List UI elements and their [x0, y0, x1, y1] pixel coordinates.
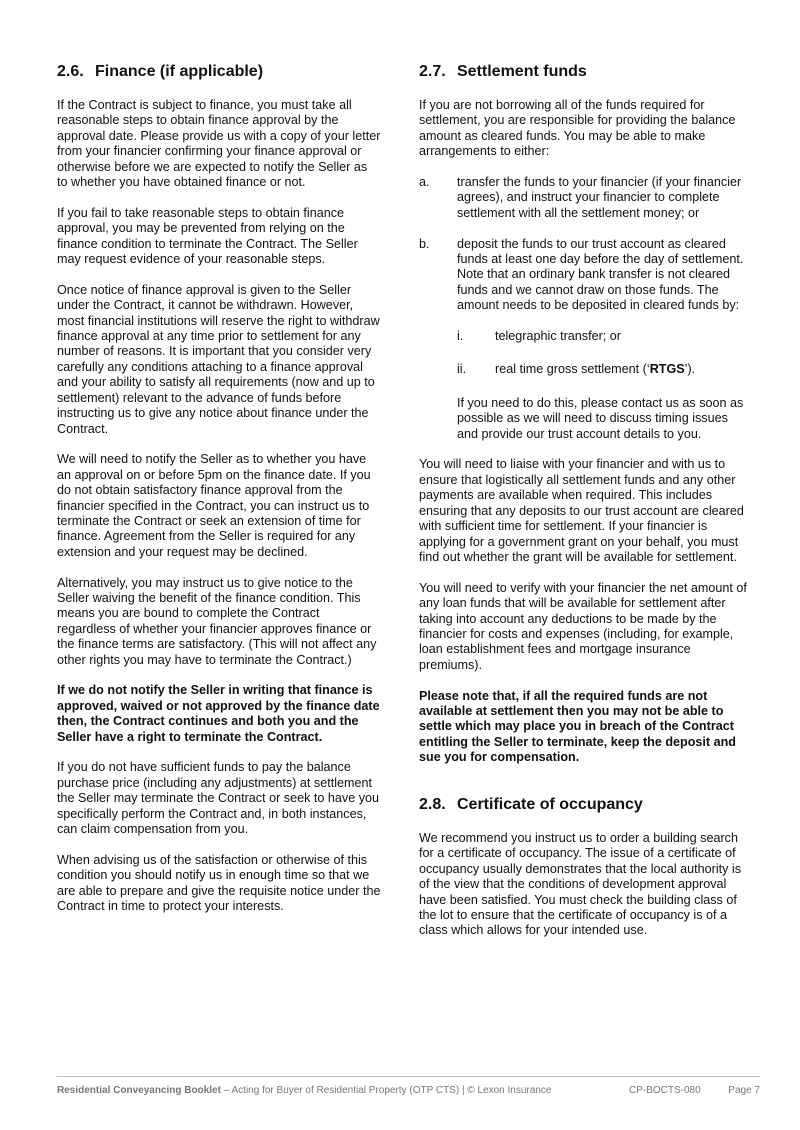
section-number: 2.7.	[419, 63, 446, 80]
list-item	[419, 237, 747, 314]
paragraph: Alternatively, you may instruct us to give notice to the Seller waiving the benefit of the finance condition. This means you are bound to complete the Contract regardless of whether your financier approves finance or the finance terms are satisfactory. (This will not affect any other rights you may have to terminate the Contract.)	[57, 575, 377, 667]
paragraph: You will need to liaise with your financier and with us to ensure that logistically all settlement funds and any other payments are available when required. This includes ensuring that any deposits to our trust account are cleared with sufficient time for settlement. If your financier is applying for a government grant on your behalf, you must find out whether the grant will be available for settlement.	[419, 457, 744, 564]
sub-list-text-post: ’).	[684, 362, 696, 377]
paragraph: Once notice of finance approval is given to the Seller under the Contract, it cannot be withdrawn. However, most financial institutions will reserve the right to withdraw finance approval at any time prior to settlement for any number of reasons. It is important that you consider very carefully any conditions attaching to a finance approval and your ability to satisfy all requirements (now and up to settlement) relevant to the advance of funds before instructing us to give any notice about finance under the Contract.	[57, 282, 380, 436]
section-heading-certificate-of-occupancy	[419, 795, 747, 815]
section-number: 2.8.	[419, 795, 446, 813]
list-text: transfer the funds to your financier (if your financier agrees), and instruct your financier to complete settlement with all the settlement money; or	[457, 175, 742, 220]
indented-paragraph: If you need to do this, please contact us as soon as possible as we will need to discuss timing issues and provide our trust account details to you.	[457, 395, 744, 441]
paragraph: We recommend you instruct us to order a building search for a certificate of occupancy. The issue of a certificate of occupancy usually demonstrates that the local authority is of the view that the conditions of development approval have been satisfied. You must check the building class of the lot to ensure that the certificate of occupancy is of a class which allows for your intended use.	[419, 830, 742, 938]
section-heading-settlement-funds	[419, 62, 747, 82]
paragraph: If you do not have sufficient funds to pay the balance purchase price (including any adjustments) at settlement the Seller may terminate the Contract or seek to have you specifically perform the Contract and, in both instances, can claim compensation from you.	[57, 760, 380, 836]
paragraph: You will need to verify with your financier the net amount of any loan funds that will be available for settlement after taking into account any deductions to be made by the financier for costs and expenses (including, for example, loan establishment fees and mortgage insurance premiums).	[419, 580, 747, 672]
sub-list-item	[457, 362, 747, 377]
section-title: Certificate of occupancy	[457, 795, 643, 813]
sub-list-item	[457, 329, 747, 344]
document-code: CP-BOCTS-080	[629, 1085, 701, 1096]
left-column	[57, 62, 381, 930]
paragraph: When advising us of the satisfaction or otherwise of this condition you should notify us in enough time so that we are able to prepare and give the requisite notice under the Contract in time to protect your interests.	[57, 852, 381, 914]
page-number: Page 7	[728, 1085, 760, 1096]
section-heading-finance	[57, 62, 381, 82]
right-column	[419, 62, 747, 954]
paragraph: We will need to notify the Seller as to whether you have an approval on or before 5pm on the finance date. If you do not obtain satisfactory finance approval from the financier specified in the Contract, you can instruct us to terminate the Contract or seek an extension of time for finance. Agreement from the Seller is required for any extension and your request may be declined.	[57, 452, 371, 559]
sub-list-label: ii.	[457, 362, 467, 377]
page-footer	[57, 1076, 760, 1096]
bold-paragraph: If we do not notify the Seller in writing that finance is approved, waived or not approved by the finance date then, the Contract continues and both you and the Seller have a right to terminate the Contract.	[57, 683, 380, 744]
sub-list-label: i.	[457, 329, 464, 344]
list-text: deposit the funds to our trust account as cleared funds at least one day before the day of settlement. Note that an ordinary bank transfer is not cleared funds and we cannot draw on those funds. The amount needs to be deposited in cleared funds by:	[457, 236, 744, 313]
list-item	[419, 175, 747, 221]
list-label: b.	[419, 236, 430, 251]
rtgs-term: RTGS	[649, 362, 685, 377]
paragraph: If the Contract is subject to finance, you must take all reasonable steps to obtain finance approval by the approval date. Please provide us with a copy of your letter from your financier confirming your finance approval or otherwise before we are expected to notify the Seller as to whether you have obtained finance or not.	[57, 98, 381, 190]
list-label: a.	[419, 175, 430, 190]
footer-title-bold: Residential Conveyancing Booklet	[57, 1085, 221, 1096]
sub-list-text: telegraphic transfer; or	[495, 329, 621, 344]
paragraph: If you are not borrowing all of the funds required for settlement, you are responsible for providing the balance amount as cleared funds. You may be able to make arrangements to either:	[419, 98, 736, 159]
paragraph: If you fail to take reasonable steps to obtain finance approval, you may be prevented from relying on the finance condition to terminate the Contract. The Seller may request evidence of your reasonable steps.	[57, 205, 358, 267]
section-number: 2.6.	[57, 63, 84, 80]
footer-title-rest: – Acting for Buyer of Residential Property (OTP CTS) | © Lexon Insurance	[220, 1085, 552, 1096]
footer-title	[57, 1085, 551, 1096]
sub-list-text-pre: real time gross settlement (‘	[495, 362, 650, 377]
bold-paragraph: Please note that, if all the required funds are not available at settlement then you may not be able to settle which may place you in breach of the Contract entitling the Seller to terminate, keep the deposit and sue you for compensation.	[419, 688, 736, 765]
section-title: Finance (if applicable)	[95, 63, 264, 80]
sub-list-text	[495, 362, 695, 377]
section-title: Settlement funds	[457, 63, 587, 80]
